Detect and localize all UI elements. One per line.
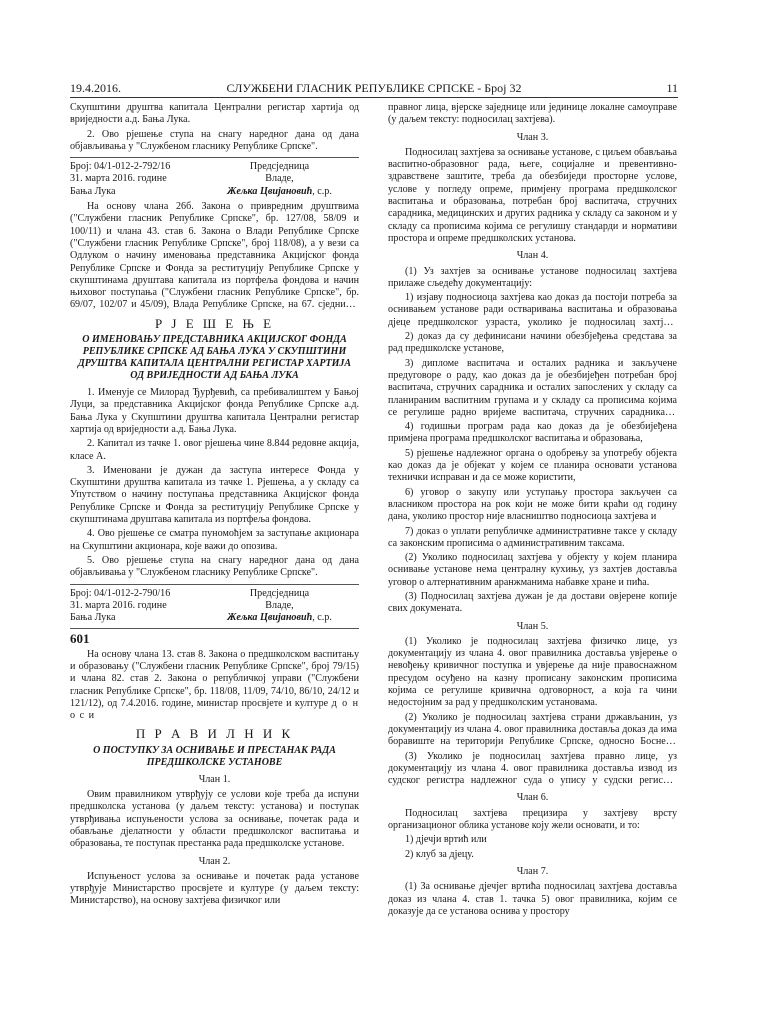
- preamble-paragraph: На основу члана 26б. Закона о привредним друштвима ("Службени гласник Републике Српске", бр. 127/08, 58/09 и 100/11) и члана 43. став 6. Закона о Влади Републике Српске ("Службени гласник Републике Српске", број 118/08), а у вези са Одлуком о начину именовања представника Акцијског фонда Републике Српске и Фонда за реституцију Републике Српске у скупштинама друштава капитала из портфеља фондова и начин њиховог поступања ("Службени гласник Републике Српске", бр. 69/07, 102/07 и 45/09), Влада Републике Српске, на 67. сједници,: [70, 201, 359, 311]
- article-paragraph: Овим правилником утврђују се услови које треба да испуни предшколска установа (у даљем тексту: установа) и поступак утврђивања испуњености услова за оснивање, почетак рада и обављање дјелатности у области предшколског васпитања и образовања, те поступак престанка рада предшколске установе.: [70, 789, 359, 850]
- decision-item: 5. Ово рјешење ступа на снагу наредног дана од дана објављивања у "Службеном гласнику Републике Српске".: [70, 554, 359, 579]
- decision-item: 4. Ово рјешење се сматра пуномоћјем за заступање акционара на Скупштини акционара, које важи до опозива.: [70, 528, 359, 552]
- paragraph: 2. Ово рјешење ступа на снагу наредног дана од дана објављивања у "Службеном гласнику Републике Српске".: [70, 128, 359, 152]
- preamble-paragraph: На основу члана 13. став 8. Закона о предшколском васпитању и образовању ("Службени гласник Републике Српске", број 79/15) и члана 82. став 2. Закона о републичкој управи ("Службени гласник Републике Српске", бр. 118/08, 11/09, 74/10, 86/10, 24/12 и 121/12), од 7.4.2016. године, министар просвјете и културе д о н о с и: [70, 648, 359, 722]
- list-item: 1) дјечји вртић или: [405, 834, 487, 846]
- page-header: [70, 80, 678, 98]
- article-paragraph: (3) Подносилац захтјева дужан је да достави овјерене копије свих докумената.: [388, 590, 677, 615]
- document-number: Број: 04/1-012-2-790/16: [70, 587, 171, 599]
- article-paragraph: (1) За оснивање дјечјег вртића подносилац захтјева доставља доказ из члана 4. став 1. тачка 5) овог правилника, којим се доказује да се установа оснива у простору: [388, 881, 677, 917]
- decision-item: 2. Капитал из тачке 1. овог рјешења чине 8.844 редовне акција, класе А.: [70, 438, 359, 462]
- article-paragraph: (3) Уколико је подносилац захтјева правно лице, уз документацију из члана 4. овог правилника доставља извод из судског регистра надлежног суда о упису у судски регистар: [388, 750, 677, 787]
- list-item: 6) уговор о закупу или уступању простора закључен са власником простора на рок који не може бити краћи од годину дана, уколико простор није власништво подносиоца захтјева и: [388, 486, 677, 523]
- document-date: 31. марта 2016. године: [70, 173, 167, 185]
- article-paragraph: (1) Уз захтјев за оснивање установе подносилац захтјева прилаже сљедећу документацију:: [388, 265, 677, 289]
- list-item: 5) рјешење надлежног органа о одобрењу за употребу објекта као доказ да је објекат у којем се планира основати установа технички исправан и да се може користити,: [388, 447, 677, 484]
- signatory-name: Жељка Цвијановић: [227, 612, 313, 624]
- article-heading: Члан 7.: [516, 865, 549, 877]
- document-place: Бања Лука: [70, 185, 116, 197]
- issue-date: 19.4.2016.: [70, 81, 121, 95]
- signature-block: [70, 588, 359, 625]
- article-heading: Члан 6.: [516, 792, 549, 804]
- signatory-name-line: Жељка Цвијановић, с.р.: [227, 612, 332, 624]
- gazette-title: СЛУЖБЕНИ ГЛАСНИК РЕПУБЛИКЕ СРПСКЕ - Број 32: [226, 81, 522, 95]
- article-heading: Члан 4.: [516, 250, 549, 262]
- article-heading: Члан 2.: [198, 855, 231, 867]
- paragraph: Скупштини друштва капитала Централни регистар хартија од вриједности а.д. Бања Лука.: [70, 102, 359, 126]
- left-column: [70, 102, 359, 1002]
- decision-heading: Р Ј Е Ш Е Њ Е: [154, 315, 275, 331]
- signatory-name: Жељка Цвијановић: [227, 185, 313, 197]
- act-number: 601: [70, 631, 90, 647]
- signatory-role: Предсједница: [249, 587, 310, 599]
- document-number: Број: 04/1-012-2-792/16: [70, 161, 171, 173]
- article-heading: Члан 3.: [516, 131, 549, 143]
- header-rule: [70, 97, 678, 98]
- right-column: [388, 102, 677, 1002]
- divider: [70, 628, 359, 629]
- article-paragraph: Подносилац захтјева прецизира у захтјеву врсту организационог облика установе коју жели основати, и то:: [388, 807, 677, 832]
- article-paragraph: Испуњеност услова за оснивање и почетак рада установе утврђује Министарство просвјете и културе (у даљем тексту: Министарство), на основу захтјева физичког или: [70, 870, 359, 907]
- list-item: 7) доказ о уплати републичке административне таксе у складу са законским прописима о административним таксама.: [388, 525, 677, 549]
- decision-item: 1. Именује се Милорад Ђурђевић, са пребивалиштем у Бањој Луци, за представника Акцијског фонда Републике Српске а.д. Бања Лука у Скупштини друштва капитала Централни регистар хартија од вриједности а.д. Бања Лука.: [70, 387, 359, 435]
- list-item: 2) клуб за дјецу.: [405, 848, 474, 860]
- signatory-role-2: Владе,: [265, 599, 294, 611]
- page-number: 11: [666, 81, 678, 95]
- article-heading: Члан 5.: [516, 620, 549, 632]
- list-item: 2) доказ да су дефинисани начини обезбјеђења средстава за рад предшколске установе,: [388, 331, 677, 355]
- signatory-role-2: Владе,: [265, 173, 294, 185]
- divider: [70, 157, 359, 158]
- decision-title: О ИМЕНОВАЊУ ПРЕДСТАВНИКА АКЦИЈСКОГ ФОНДА РЕПУБЛИКЕ СРПСКЕ АД БАЊА ЛУКА У СКУПШТИНИ ДРУШТВА КАПИТАЛА ЦЕНТРАЛНИ РЕГИСТАР ХАРТИЈА ОД ВРИЈЕДНОСТИ АД БАЊА ЛУКА: [77, 334, 352, 382]
- signatory-name-line: Жељка Цвијановић, с.р.: [227, 185, 332, 197]
- article-paragraph: (2) Уколико подносилац захтјева у објекту у којем планира оснивање установе нема централну кухињу, уз захтјев доставља уговор о алтернативним аранжманима набавке хране и пића.: [388, 552, 677, 588]
- list-item: 1) изјаву подносиоца захтјева као доказ да постоји потреба за оснивањем установе ради остваривања васпитања и образовања дјеце предшколског узраста, уколико је подносилац захтјева: [388, 292, 677, 328]
- paragraph: правног лица, вјерске заједнице или јединице локалне самоуправе (у даљем тексту: подносилац захтјева).: [388, 102, 677, 126]
- signature-block: [70, 161, 359, 198]
- article-paragraph: (1) Уколико је подносилац захтјева физичко лице, уз документацију из члана 4. овог правилника доставља увјерење о невођењу кривичног поступка и увјерење да није правоснажном пресудом осуђено на казну прописану законским прописима којима се регулише кривична одговорност, а која га чини недостојним за рад у предшколским установама.: [388, 635, 677, 709]
- list-item: 4) годишњи програм рада као доказ да је обезбијеђена примјена програма предшколског васпитања и образовања,: [388, 421, 677, 445]
- article-paragraph: Подносилац захтјева за оснивање установе, с циљем обављања васпитно-образовног рада, његе, социјалне и превентивно-здравствене заштите, треба да обезбиједи просторне услове, услове у погледу опреме, примјену програма предшколског васпитања и образовања, потребан број васпитача, стручних сарадника, медицинских и других радника у складу са законом и у складу са прописима којима се регулишу стандарди и нормативи простора и опреме предшколских установа.: [388, 146, 677, 244]
- list-item: 3) дипломе васпитача и осталих радника и закључене предуговоре о раду, као доказ да је обезбијеђен потребан број васпитача, стручних сарадника и осталих запослених у складу са планираним васпитним групама и у складу са прописима којима се регулише радно вријеме васпитача, стручних сарадника и: [388, 357, 677, 418]
- rulebook-heading: П Р А В И Л Н И К: [135, 726, 294, 742]
- document-date: 31. марта 2016. године: [70, 599, 167, 611]
- article-heading: Члан 1.: [198, 773, 231, 785]
- divider: [70, 584, 359, 585]
- decision-item: 3. Именовани је дужан да заступа интересе Фонда у Скупштини друштва капитала из тачке 1. Рјешења, а у складу са Упутством о начину поступања представника Акцијског фонда Републике Српске и Фонда за реституцију Републике Српске у скупштинама друштава капитала из портфеља фондова.: [70, 464, 359, 526]
- article-paragraph: (2) Уколико је подносилац захтјева страни држављанин, уз документацију из члана 4. овог правилника доставља доказ да има боравиште на територији Републике Српске, односно Босне и: [388, 711, 677, 748]
- document-place: Бања Лука: [70, 612, 116, 624]
- signatory-role: Предсједница: [249, 161, 310, 173]
- rulebook-title: О ПОСТУПКУ ЗА ОСНИВАЊЕ И ПРЕСТАНАК РАДА ПРЕДШКОЛСКЕ УСТАНОВЕ: [93, 744, 336, 768]
